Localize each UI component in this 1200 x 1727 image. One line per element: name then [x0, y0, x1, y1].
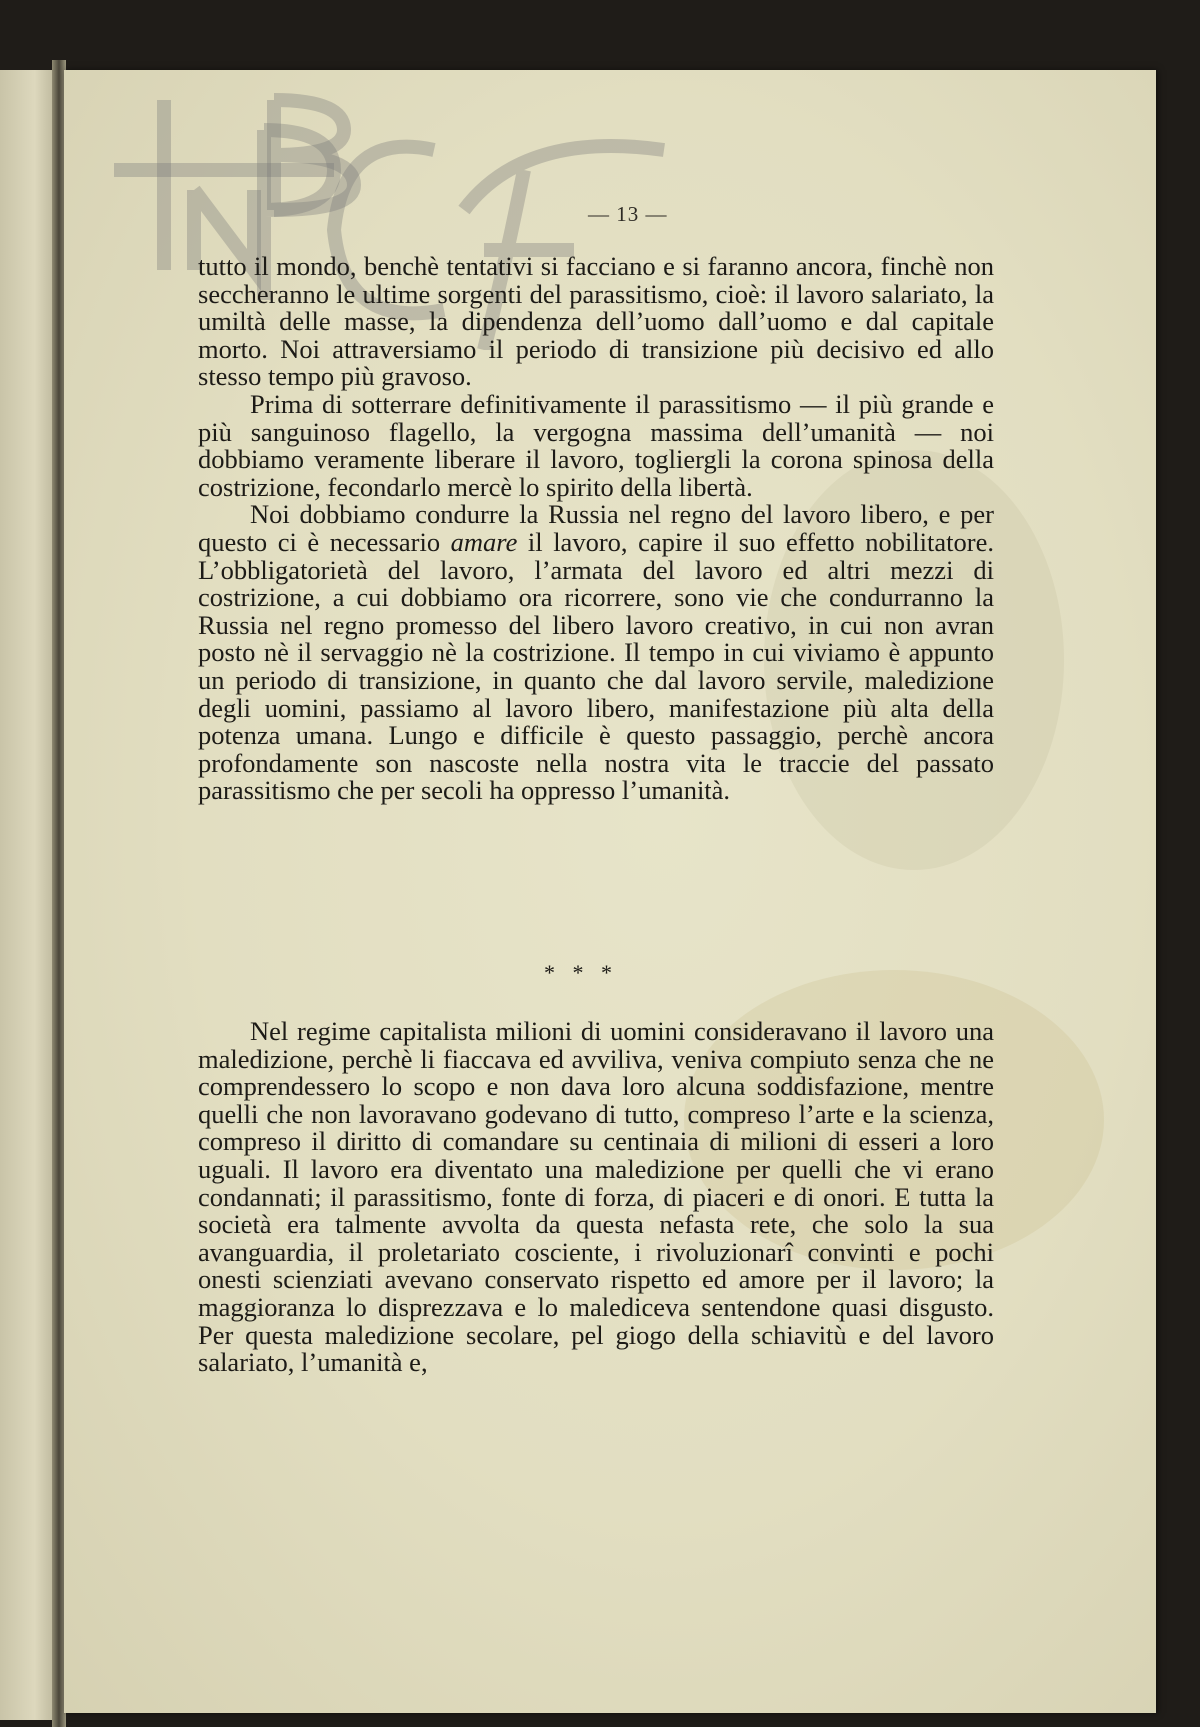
paragraph-text: il lavoro, capire il suo effetto nobilitatore. L’obbligatorietà del lavoro, l’armata del lavoro ed altri mezzi di costrizione, a cui dobbiamo ora ricorrere, sono vie che condurranno la Russia nel regno promesso del libero lavoro creativo, in cui non avran posto nè il servaggio nè la costrizione. Il tempo in cui viviamo è appunto un periodo di transizione, in quanto che dal lavoro servile, maledizione degli uomini, passiamo al lavoro libero, manifestazione più alta della potenza umana. Lungo e difficile è questo passaggio, perchè ancora profondamente son nascoste nella nostra vita le traccie del passato parassitismo che per secoli ha oppresso l’umanità. — [198, 526, 994, 806]
section-separator: * * * — [544, 960, 618, 985]
paragraph: Nel regime capitalista milioni di uomini consideravano il lavoro una maledizione, perchè li fiaccava ed avviliva, veniva compiuto senza che ne comprendessero lo scopo e non dava loro alcuna soddisfazione, mentre quelli che non lavoravano godevano di tutto, compreso l’arte e la scienza, compreso il diritto di comandare su centinaia di milioni di esseri a loro uguali. Il lavoro era diventato una maledizione per quelli che vi erano condannati; il parassitismo, fonte di forza, di piaceri e di onori. E tutta la società era talmente avvolta da questa nefasta rete, che solo la sua avanguardia, il proletariato cosciente, i rivoluzionarî convinti e pochi onesti scienziati avevano conservato rispetto ed amore per il lavoro; la maggioranza lo disprezzava e lo malediceva sentendone quasi disgusto. Per questa maledizione secolare, pel giogo della schiavitù e del lavoro salariato, l’umanità e, — [198, 1016, 994, 1378]
text-section-1 — [198, 253, 994, 805]
page-number: — 13 — — [588, 202, 668, 226]
paragraph-text: Noi dobbiamo condurre la Russia nel regno del lavoro libero, e per questo ci è necessario — [198, 499, 994, 557]
paragraph: tutto il mondo, benchè tentativi si facciano e si faranno ancora, finchè non seccheranno le ultime sorgenti del parassitismo, cioè: il lavoro salariato, la umiltà delle masse, la dipendenza dell’uomo dall’uomo e dal capitale morto. Noi attraversiamo il periodo di transizione più decisivo ed allo stesso tempo più gravoso. — [198, 251, 994, 392]
paragraph: Prima di sotterrare definitivamente il parassitismo — il più grande e più sanguinoso flagello, la vergogna massima dell’umanità — noi dobbiamo veramente liberare il lavoro, togliergli la corona spinosa della costrizione, fecondarlo mercè lo spirito della libertà. — [198, 388, 994, 502]
facing-page-edge — [0, 70, 58, 1720]
emphasized-word: amare — [450, 526, 518, 557]
book-page — [64, 70, 1156, 1713]
paragraph — [198, 501, 994, 805]
text-section-2 — [198, 1018, 994, 1377]
